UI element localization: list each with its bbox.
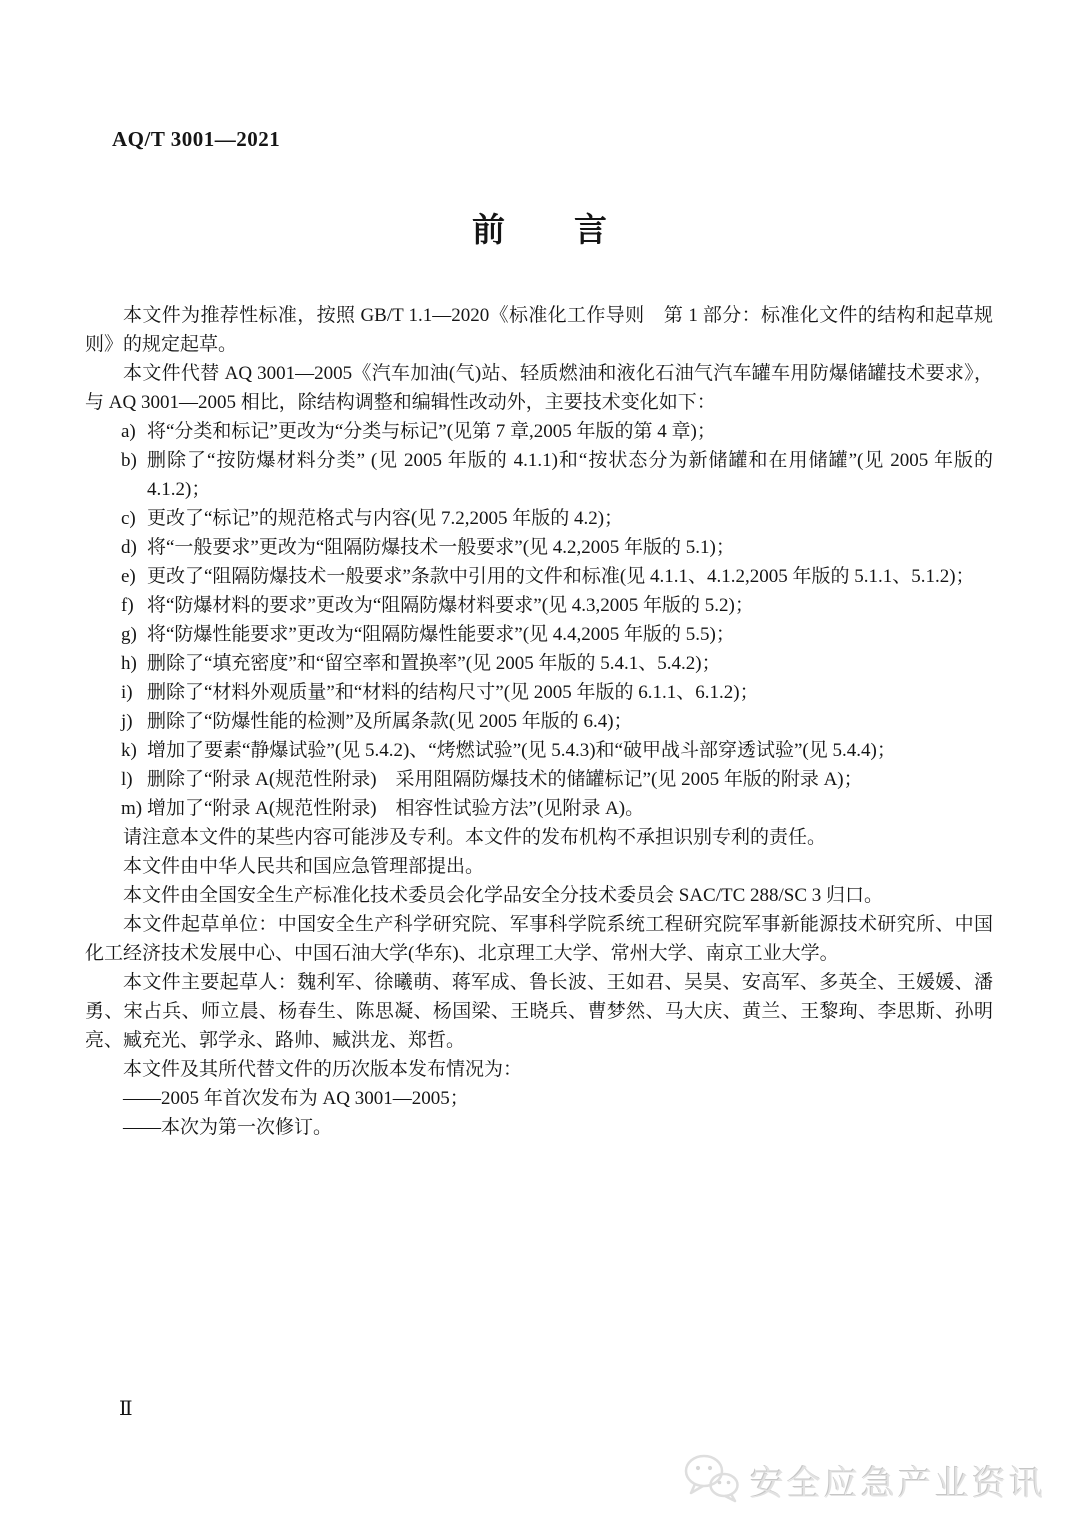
change-item-text: 更改了“标记”的规范格式与内容(见 7.2,2005 年版的 4.2)； xyxy=(147,508,624,529)
intro-paragraph: 本文件为推荐性标准，按照 GB/T 1.1—2020《标准化工作导则 第 1 部分：标准化文件的结构和起草规则》的规定起草。 xyxy=(85,305,993,355)
change-item-text: 增加了要素“静爆试验”(见 5.4.2)、“烤燃试验”(见 5.4.3)和“破甲战斗部穿透试验”(见 5.4.4)； xyxy=(147,740,896,761)
change-item-g xyxy=(85,620,993,649)
change-item-h xyxy=(85,649,993,678)
change-item-label: h) xyxy=(121,653,137,674)
history-item-1: ——2005 年首次发布为 AQ 3001—2005； xyxy=(123,1088,469,1109)
history-item-2: ——本次为第一次修订。 xyxy=(123,1117,333,1138)
change-item-label: d) xyxy=(121,537,137,558)
change-item-a xyxy=(85,417,993,446)
change-item-d xyxy=(85,533,993,562)
change-item-label: m) xyxy=(121,798,143,819)
drafters-paragraph: 本文件主要起草人：魏利军、徐曦萌、蒋军成、鲁长波、王如君、吴昊、安高军、多英全、王媛媛、潘勇、宋占兵、师立晨、杨春生、陈思凝、杨国梁、王晓兵、曹梦然、马大庆、黄兰、王黎珣、李思斯、孙明亮、臧充光、郭学永、路帅、臧洪龙、郑哲。 xyxy=(85,972,993,1051)
change-item-i xyxy=(85,678,993,707)
change-item-f xyxy=(85,591,993,620)
history-intro-paragraph: 本文件及其所代替文件的历次版本发布情况为： xyxy=(123,1059,523,1080)
change-item-l xyxy=(85,765,993,794)
drafting-units-paragraph: 本文件起草单位：中国安全生产科学研究院、军事科学院系统工程研究院军事新能源技术研究所、中国化工经济技术发展中心、中国石油大学(华东)、北京理工大学、常州大学、南京工业大学。 xyxy=(85,914,993,964)
change-item-c xyxy=(85,504,993,533)
change-item-text: 删除了“按防爆材料分类” (见 2005 年版的 4.1.1)和“按状态分为新储罐和在用储罐”(见 2005 年版的 4.1.2)； xyxy=(147,450,993,500)
change-item-text: 删除了“填充密度”和“留空率和置换率”(见 2005 年版的 5.4.1、5.4.2)； xyxy=(147,653,721,674)
change-item-label: b) xyxy=(121,450,137,471)
change-item-text: 增加了“附录 A(规范性附录) 相容性试验方法”(见附录 A)。 xyxy=(147,798,645,819)
change-item-text: 将“防爆性能要求”更改为“阻隔防爆性能要求”(见 4.4,2005 年版的 5.5)； xyxy=(147,624,735,645)
doc-number: AQ/T 3001—2021 xyxy=(112,127,281,151)
page-number: Ⅱ xyxy=(119,1398,133,1420)
change-item-label: g) xyxy=(121,624,137,645)
change-item-text: 删除了“材料外观质量”和“材料的结构尺寸”(见 2005 年版的 6.1.1、6.1.2)； xyxy=(147,682,759,703)
patent-note-paragraph: 请注意本文件的某些内容可能涉及专利。本文件的发布机构不承担识别专利的责任。 xyxy=(123,827,827,848)
watermark xyxy=(680,1452,1046,1509)
change-item-label: a) xyxy=(121,421,136,442)
change-item-j xyxy=(85,707,993,736)
change-item-e xyxy=(85,562,993,591)
wechat-icon xyxy=(680,1452,742,1509)
change-item-m xyxy=(85,794,993,823)
change-item-label: l) xyxy=(121,769,133,790)
change-item-text: 删除了“防爆性能的检测”及所属条款(见 2005 年版的 6.4)； xyxy=(147,711,633,732)
change-item-label: k) xyxy=(121,740,137,761)
change-list xyxy=(85,417,993,823)
change-item-label: j) xyxy=(121,711,133,732)
change-item-label: e) xyxy=(121,566,136,587)
change-item-label: i) xyxy=(121,682,133,703)
replacement-paragraph: 本文件代替 AQ 3001—2005《汽车加油(气)站、轻质燃油和液化石油气汽车罐车用防爆储罐技术要求》，与 AQ 3001—2005 相比，除结构调整和编辑性改动外，主要技术变化如下： xyxy=(85,363,993,413)
change-item-text: 将“一般要求”更改为“阻隔防爆技术一般要求”(见 4.2,2005 年版的 5.1)； xyxy=(147,537,735,558)
change-item-text: 将“防爆材料的要求”更改为“阻隔防爆材料要求”(见 4.3,2005 年版的 5.2)； xyxy=(147,595,754,616)
change-item-text: 删除了“附录 A(规范性附录) 采用阻隔防爆技术的储罐标记”(见 2005 年版的附录 A)； xyxy=(147,769,863,790)
change-item-text: 将“分类和标记”更改为“分类与标记”(见第 7 章,2005 年版的第 4 章)； xyxy=(147,421,716,442)
centralized-by-paragraph: 本文件由全国安全生产标准化技术委员会化学品安全分技术委员会 SAC/TC 288/SC 3 归口。 xyxy=(123,885,884,906)
change-item-k xyxy=(85,736,993,765)
change-item-text: 更改了“阻隔防爆技术一般要求”条款中引用的文件和标准(见 4.1.1、4.1.2,2005 年版的 5.1.1、5.1.2)； xyxy=(147,566,975,587)
proposed-by-paragraph: 本文件由中华人民共和国应急管理部提出。 xyxy=(123,856,485,877)
watermark-text: 安全应急产业资讯 xyxy=(750,1465,1046,1503)
change-item-label: f) xyxy=(121,595,134,616)
change-item-b xyxy=(85,446,993,504)
page-title: 前 言 xyxy=(472,213,608,249)
document-body xyxy=(85,301,993,1142)
change-item-label: c) xyxy=(121,508,136,529)
